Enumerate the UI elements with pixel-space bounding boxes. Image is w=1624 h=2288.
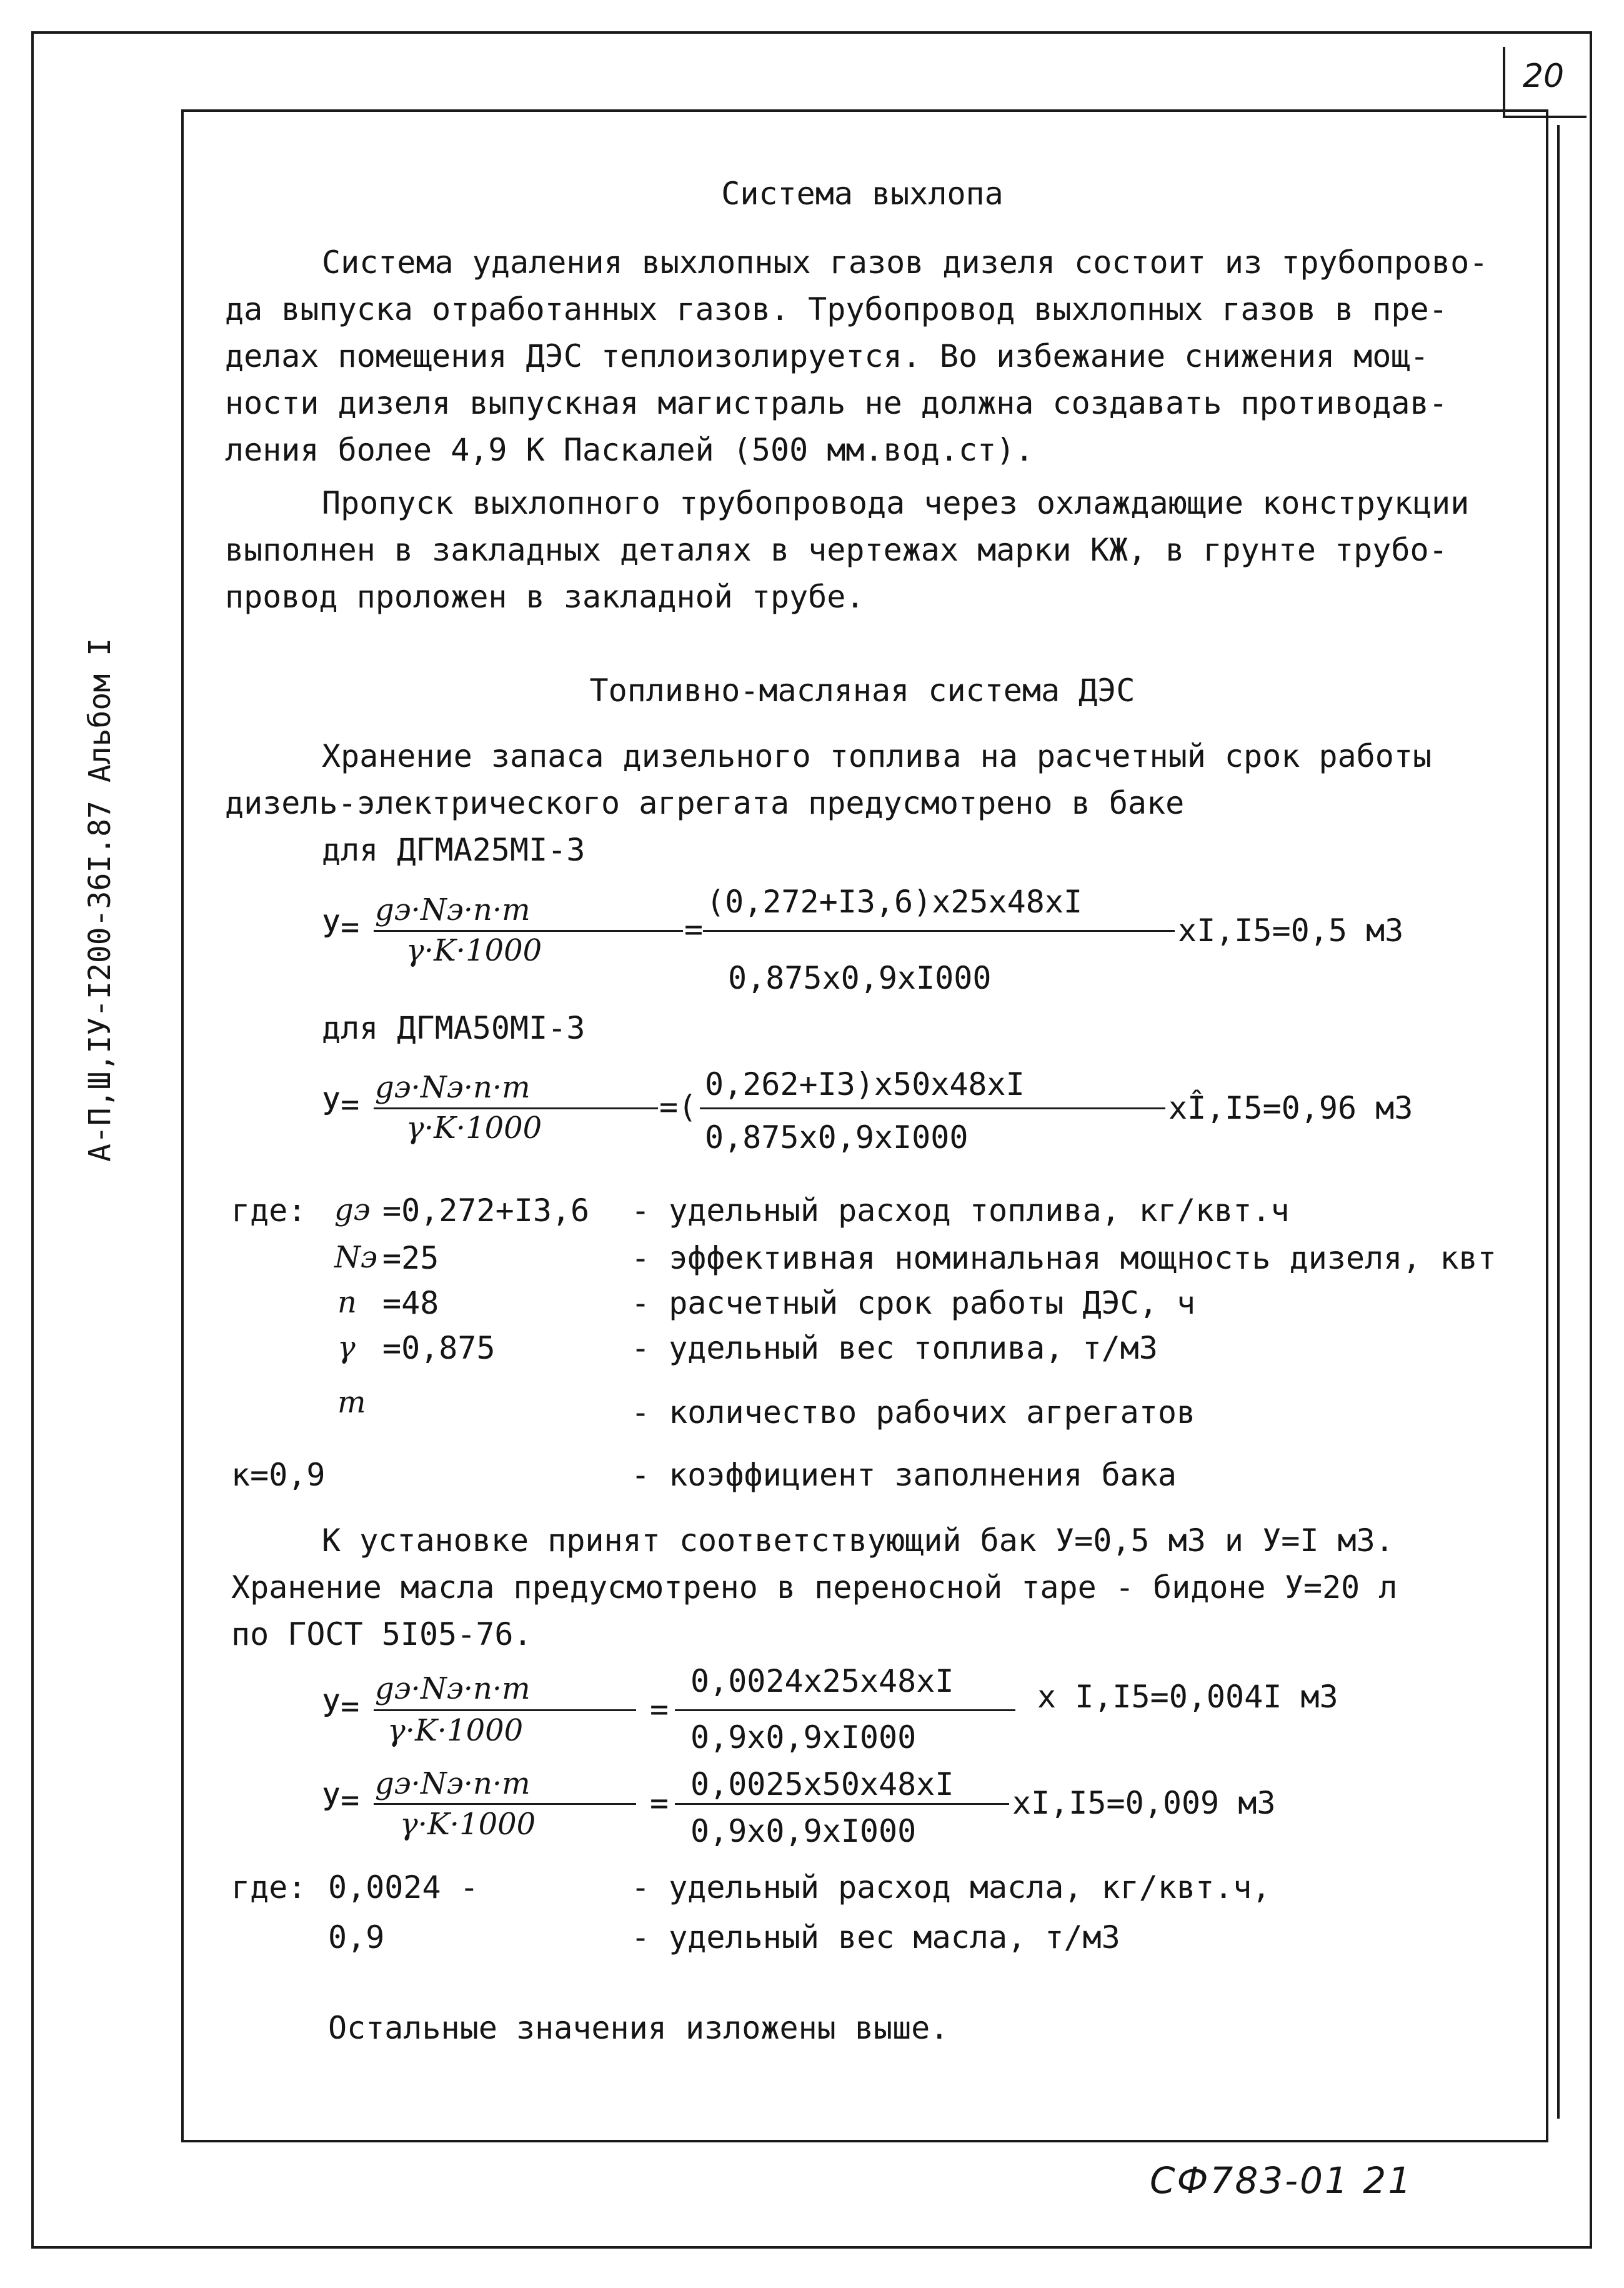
stamp-code: СФ783-01 21 [1150, 2159, 1413, 2202]
sidebar-document-code: А-П,Ш,IУ-I200-36I.87 Альбом I [82, 637, 117, 1162]
formula1-den: 0,875x0,9xI000 [728, 960, 992, 996]
where2-desc-oil-rate: - удельный расход масла, кг/квт.ч, [631, 1869, 1271, 1906]
legend-val-n: =48 [382, 1285, 439, 1321]
formula1-lhs: У= [322, 909, 360, 945]
exhaust-p1-line-5: ления более 4,9 К Паскалей (500 мм.вод.ст). [225, 432, 1034, 468]
legend-val-ne: =25 [382, 1240, 439, 1276]
formula2-lhs: У= [322, 1086, 360, 1122]
legend-desc-m: - количество рабочих агрегатов [631, 1394, 1196, 1431]
formula3-symbol-num: gэ·Nэ·n·m [375, 1671, 531, 1706]
legend-sym-n: n [337, 1285, 357, 1320]
legend-desc-gamma: - удельный вес топлива, т/м3 [631, 1330, 1158, 1366]
formula3-symbol-bar [374, 1709, 636, 1711]
where2-desc-oil-weight: - удельный вес масла, т/м3 [631, 1919, 1120, 1956]
closing-text: Остальные значения изложены выше. [328, 2010, 949, 2046]
legend-val-ge: =0,272+I3,6 [382, 1192, 590, 1229]
formula4-num: 0,0025x50x48xI [690, 1766, 954, 1802]
fuel-p2-line-2: Хранение масла предусмотрено в переносной таре - бидоне У=20 л [231, 1569, 1398, 1606]
exhaust-p2-line-3: провод проложен в закладной трубе. [225, 579, 865, 615]
formula1-symbol-bar [374, 930, 683, 932]
where-label: где: [231, 1192, 307, 1229]
formula4-symbol-den: γ·K·1000 [400, 1807, 536, 1842]
where2-val-oil-rate: 0,0024 - [328, 1869, 479, 1906]
legend-sym-ge: gэ [334, 1192, 371, 1227]
exhaust-p2-line-2: выполнен в закладных деталях в чертежах марки КЖ, в грунте трубо- [225, 532, 1448, 568]
formula3-sep: = [650, 1691, 669, 1727]
formula4-sep: = [650, 1785, 669, 1821]
formula2-sep: =( [659, 1089, 697, 1125]
page-number: 20 [1522, 57, 1565, 95]
exhaust-p1-line-3: делах помещения ДЭС теплоизолируется. Во избежание снижения мощ- [225, 338, 1429, 374]
formula3-bar [675, 1709, 1015, 1711]
legend-sym-m: m [337, 1385, 366, 1420]
formula3-result: x I,I5=0,004I м3 [1037, 1679, 1338, 1715]
fuel-p1-line-2: дизель-электрического агрегата предусмотрено в баке [225, 785, 1185, 821]
formula3-den: 0,9x0,9xI000 [690, 1719, 917, 1756]
exhaust-heading: Система выхлопа [721, 176, 1004, 212]
formula3-lhs: У= [322, 1688, 360, 1724]
formula1-symbol-den: γ·K·1000 [406, 933, 542, 968]
formula4-symbol-num: gэ·Nэ·n·m [375, 1766, 531, 1801]
formula2-num: 0,262+I3)x50x48xI [705, 1066, 1025, 1102]
where2-label: где: [231, 1869, 307, 1906]
formula4-den: 0,9x0,9xI000 [690, 1813, 917, 1849]
legend-val-gamma: =0,875 [382, 1330, 496, 1366]
formula4-result: xI,I5=0,009 м3 [1012, 1785, 1276, 1821]
legend-desc-ne: - эффективная номинальная мощность дизеля, квт [631, 1240, 1497, 1276]
formula2-den: 0,875x0,9xI000 [705, 1119, 969, 1156]
formula2-symbol-bar [374, 1107, 658, 1109]
legend-desc-n: - расчетный срок работы ДЭС, ч [631, 1285, 1196, 1321]
formula1-bar [703, 930, 1175, 932]
exhaust-p2-line-1: Пропуск выхлопного трубопровода через охлаждающие конструкции [322, 485, 1470, 521]
where2-val-oil-weight: 0,9 [328, 1919, 385, 1956]
formula3-symbol-den: γ·K·1000 [387, 1713, 524, 1748]
fuel-p2-line-1: К установке принят соответствующий бак У=0,5 м3 и У=I м3. [322, 1522, 1394, 1559]
formula4-symbol-bar [374, 1803, 636, 1805]
formula2-symbol-num: gэ·Nэ·n·m [375, 1070, 531, 1105]
formula4-bar [675, 1803, 1009, 1805]
k-desc: - коэффициент заполнения бака [631, 1457, 1177, 1493]
formula2-bar [700, 1107, 1165, 1109]
formula3-num: 0,0024x25x48xI [690, 1663, 954, 1699]
fuel-heading: Топливно-масляная система ДЭС [589, 672, 1135, 709]
formula1-num: (0,272+I3,6)x25x48xI [706, 884, 1083, 920]
formula4-lhs: У= [322, 1782, 360, 1818]
fuel-p2-line-3: по ГОСТ 5I05-76. [231, 1616, 532, 1652]
formula1-result: xI,I5=0,5 м3 [1178, 912, 1404, 949]
exhaust-p1-line-4: ности дизеля выпускная магистраль не должна создавать противодав- [225, 385, 1448, 421]
formula1-symbol-num: gэ·Nэ·n·m [375, 892, 531, 927]
exhaust-p1-line-2: да выпуска отработанных газов. Трубопровод выхлопных газов в пре- [225, 291, 1448, 327]
legend-sym-gamma: γ [337, 1330, 356, 1365]
legend-desc-ge: - удельный расход топлива, кг/квт.ч [631, 1192, 1290, 1229]
fuel-p1-line-1: Хранение запаса дизельного топлива на расчетный срок работы [322, 738, 1432, 774]
exhaust-p1-line-1: Система удаления выхлопных газов дизеля состоит из трубопрово- [322, 244, 1488, 281]
formula2-symbol-den: γ·K·1000 [406, 1111, 542, 1146]
k-label: к=0,9 [231, 1457, 326, 1493]
unit-dgma25: для ДГМА25МI-3 [322, 832, 585, 868]
formula1-sep: = [684, 911, 704, 947]
unit-dgma50: для ДГМА50МI-3 [322, 1010, 585, 1046]
legend-sym-ne: Nэ [334, 1240, 377, 1275]
frame-right-edge [1543, 125, 1560, 2119]
formula2-result: xÎ,I5=0,96 м3 [1168, 1090, 1413, 1126]
